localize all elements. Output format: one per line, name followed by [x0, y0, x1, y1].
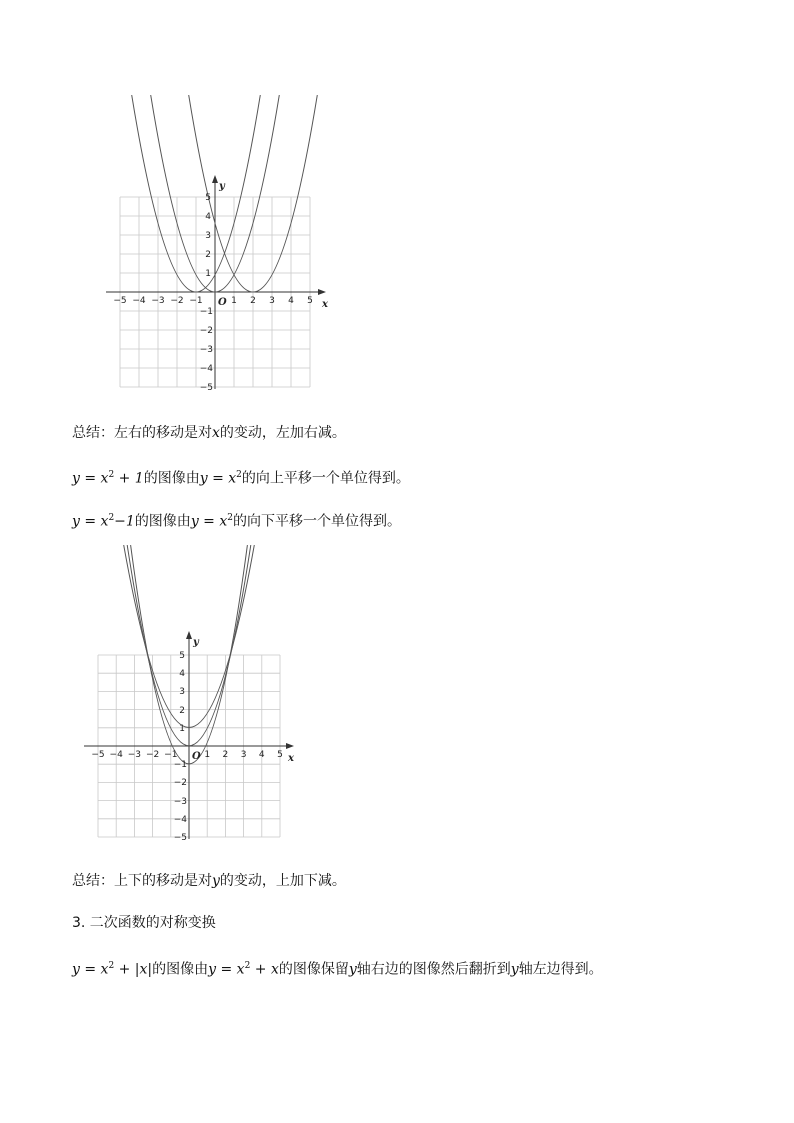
svg-text:3: 3: [240, 750, 247, 760]
svg-text:4: 4: [205, 212, 211, 222]
svg-text:4: 4: [288, 296, 294, 306]
svg-text:−3: −3: [127, 750, 142, 760]
svg-text:4: 4: [179, 669, 185, 679]
svg-text:5: 5: [179, 651, 185, 661]
parabolas: [132, 95, 318, 292]
svg-text:−1: −1: [199, 307, 213, 317]
x-axis-label: x: [322, 299, 328, 310]
svg-text:−2: −2: [170, 296, 184, 306]
svg-text:5: 5: [205, 193, 211, 203]
svg-text:−3: −3: [151, 296, 165, 306]
svg-text:−4: −4: [199, 364, 213, 374]
svg-text:2: 2: [205, 250, 211, 260]
svg-text:−3: −3: [173, 797, 187, 807]
svg-text:−4: −4: [173, 815, 187, 825]
svg-text:−5: −5: [113, 296, 127, 306]
x-axis-label: x: [288, 753, 294, 764]
svg-text:2: 2: [179, 706, 185, 716]
svg-text:−2: −2: [145, 750, 160, 760]
svg-text:−2: −2: [199, 326, 213, 336]
svg-text:1: 1: [231, 296, 237, 306]
svg-text:−1: −1: [189, 296, 203, 306]
svg-text:−1: −1: [173, 760, 187, 770]
svg-text:−5: −5: [199, 383, 213, 393]
origin-label: O: [218, 297, 227, 308]
text-upward-shift: $y = x^2 + 1$的图像由$y = x^2$的向上平移一个单位得到。: [72, 470, 410, 487]
axes: [84, 631, 294, 839]
summary-horizontal: 总结：左右的移动是对x的变动，左加右减。: [72, 425, 346, 441]
y-axis-label: y: [219, 181, 225, 192]
svg-text:2: 2: [222, 750, 229, 760]
svg-text:5: 5: [307, 296, 313, 306]
svg-text:1: 1: [205, 269, 211, 279]
svg-text:−2: −2: [173, 778, 187, 788]
svg-text:5: 5: [277, 750, 283, 760]
svg-text:−3: −3: [199, 345, 213, 355]
svg-text:2: 2: [250, 296, 256, 306]
svg-text:3: 3: [179, 687, 185, 697]
summary-vertical: 总结：上下的移动是对y的变动，上加下减。: [72, 873, 346, 889]
svg-text:−4: −4: [132, 296, 146, 306]
y-axis-label: y: [193, 637, 199, 648]
graph-horizontal-shift: [100, 95, 335, 395]
y-tick-labels: [200, 193, 214, 393]
svg-text:3: 3: [269, 296, 275, 306]
origin-label: O: [192, 751, 201, 762]
x-tick-labels: [113, 296, 313, 306]
svg-text:−1: −1: [164, 750, 178, 760]
text-symmetry: $y = x^2 + |x|$的图像由$y = x^2 + x$的图像保留y轴右边的图像然后翻折到y轴左边得到。: [72, 961, 603, 978]
graph-vertical-shift: [78, 545, 313, 845]
svg-text:4: 4: [258, 750, 265, 760]
y-tick-labels: [174, 651, 188, 843]
x-tick-labels: [91, 750, 283, 760]
text-downward-shift: $y = x^2-1$的图像由$y = x^2$的向下平移一个单位得到。: [72, 513, 401, 530]
section-heading: 3. 二次函数的对称变换: [72, 915, 216, 931]
svg-text:1: 1: [204, 750, 211, 760]
svg-text:−4: −4: [109, 750, 123, 760]
svg-text:3: 3: [205, 231, 211, 241]
svg-text:1: 1: [179, 724, 185, 734]
svg-text:−5: −5: [173, 833, 187, 843]
svg-text:−5: −5: [91, 750, 105, 760]
